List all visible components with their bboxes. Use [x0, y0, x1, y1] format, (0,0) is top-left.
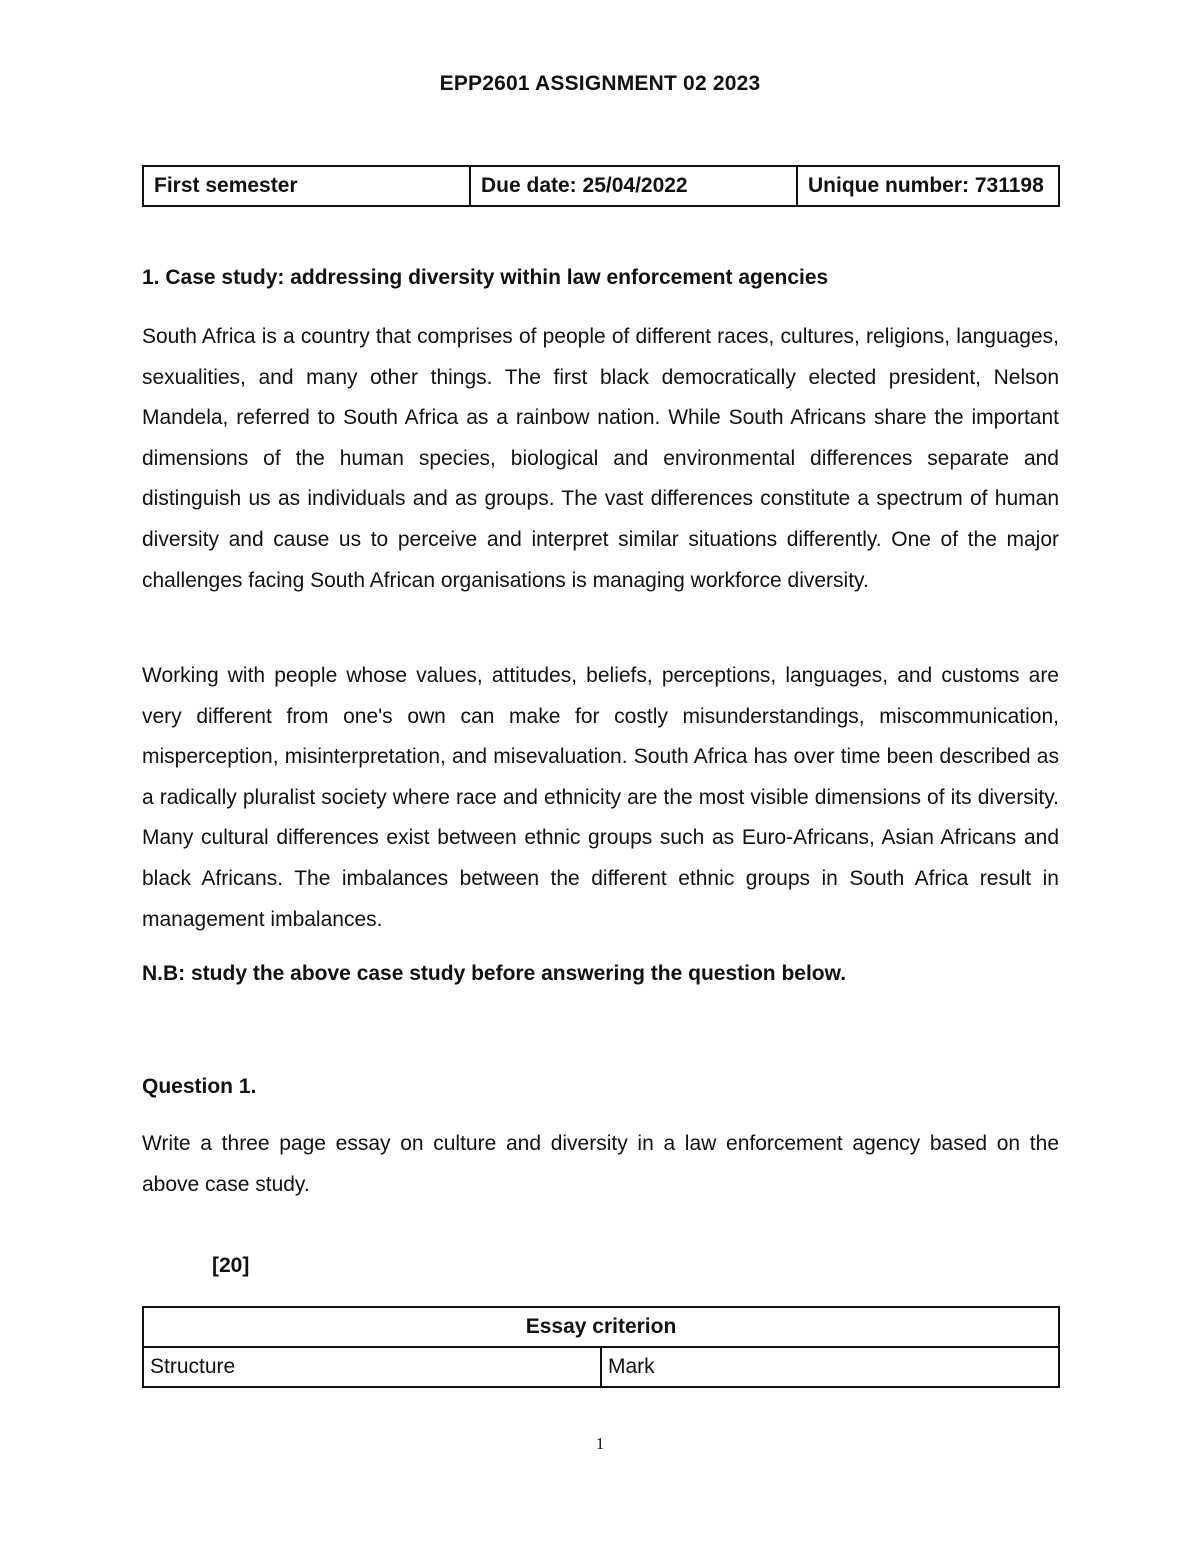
info-row: [143, 166, 1059, 206]
criteria-column-row: [143, 1347, 1059, 1387]
unique-number-cell: Unique number: 731198: [797, 166, 1059, 206]
semester-cell: First semester: [143, 166, 470, 206]
criteria-header-row: [143, 1307, 1059, 1347]
question-marks: [20]: [212, 1254, 250, 1277]
due-date-cell: Due date: 25/04/2022: [470, 166, 797, 206]
case-study-paragraph-1: South Africa is a country that comprises of people of different races, cultures, religions, languages, sexualities, and many other things. The first black democratically elected president, Nelson Mandela, referred to South Africa as a rainbow nation. While South Africans share the important dimensions of the human species, biological and environmental differences separate and distinguish us as individuals and as groups. The vast differences constitute a spectrum of human diversity and cause us to perceive and interpret similar situations differently. One of the major challenges facing South African organisations is managing workforce diversity.: [142, 325, 1059, 592]
document-title: EPP2601 ASSIGNMENT 02 2023: [439, 72, 761, 95]
criteria-header-cell: Essay criterion: [143, 1307, 1059, 1347]
essay-criteria-table: [142, 1306, 1060, 1388]
mark-cell: Mark: [601, 1347, 1059, 1387]
structure-cell: Structure: [143, 1347, 601, 1387]
assignment-info-table: [142, 165, 1060, 207]
study-note: N.B: study the above case study before answering the question below.: [142, 962, 847, 985]
question-text: Write a three page essay on culture and diversity in a law enforcement agency based on the above case study.: [142, 1132, 1059, 1196]
case-study-paragraph-2: Working with people whose values, attitudes, beliefs, perceptions, languages, and customs are very different from one's own can make for costly misunderstandings, miscommunication, misperception, misinterpretation, and misevaluation. South Africa has over time been described as a radically pluralist society where race and ethnicity are the most visible dimensions of its diversity. Many cultural differences exist between ethnic groups such as Euro-Africans, Asian Africans and black Africans. The imbalances between the different ethnic groups in South Africa result in management imbalances.: [142, 664, 1059, 931]
case-study-heading: 1. Case study: addressing diversity within law enforcement agencies: [142, 266, 829, 289]
page-number: 1: [595, 1434, 605, 1453]
question-heading: Question 1.: [142, 1075, 257, 1098]
